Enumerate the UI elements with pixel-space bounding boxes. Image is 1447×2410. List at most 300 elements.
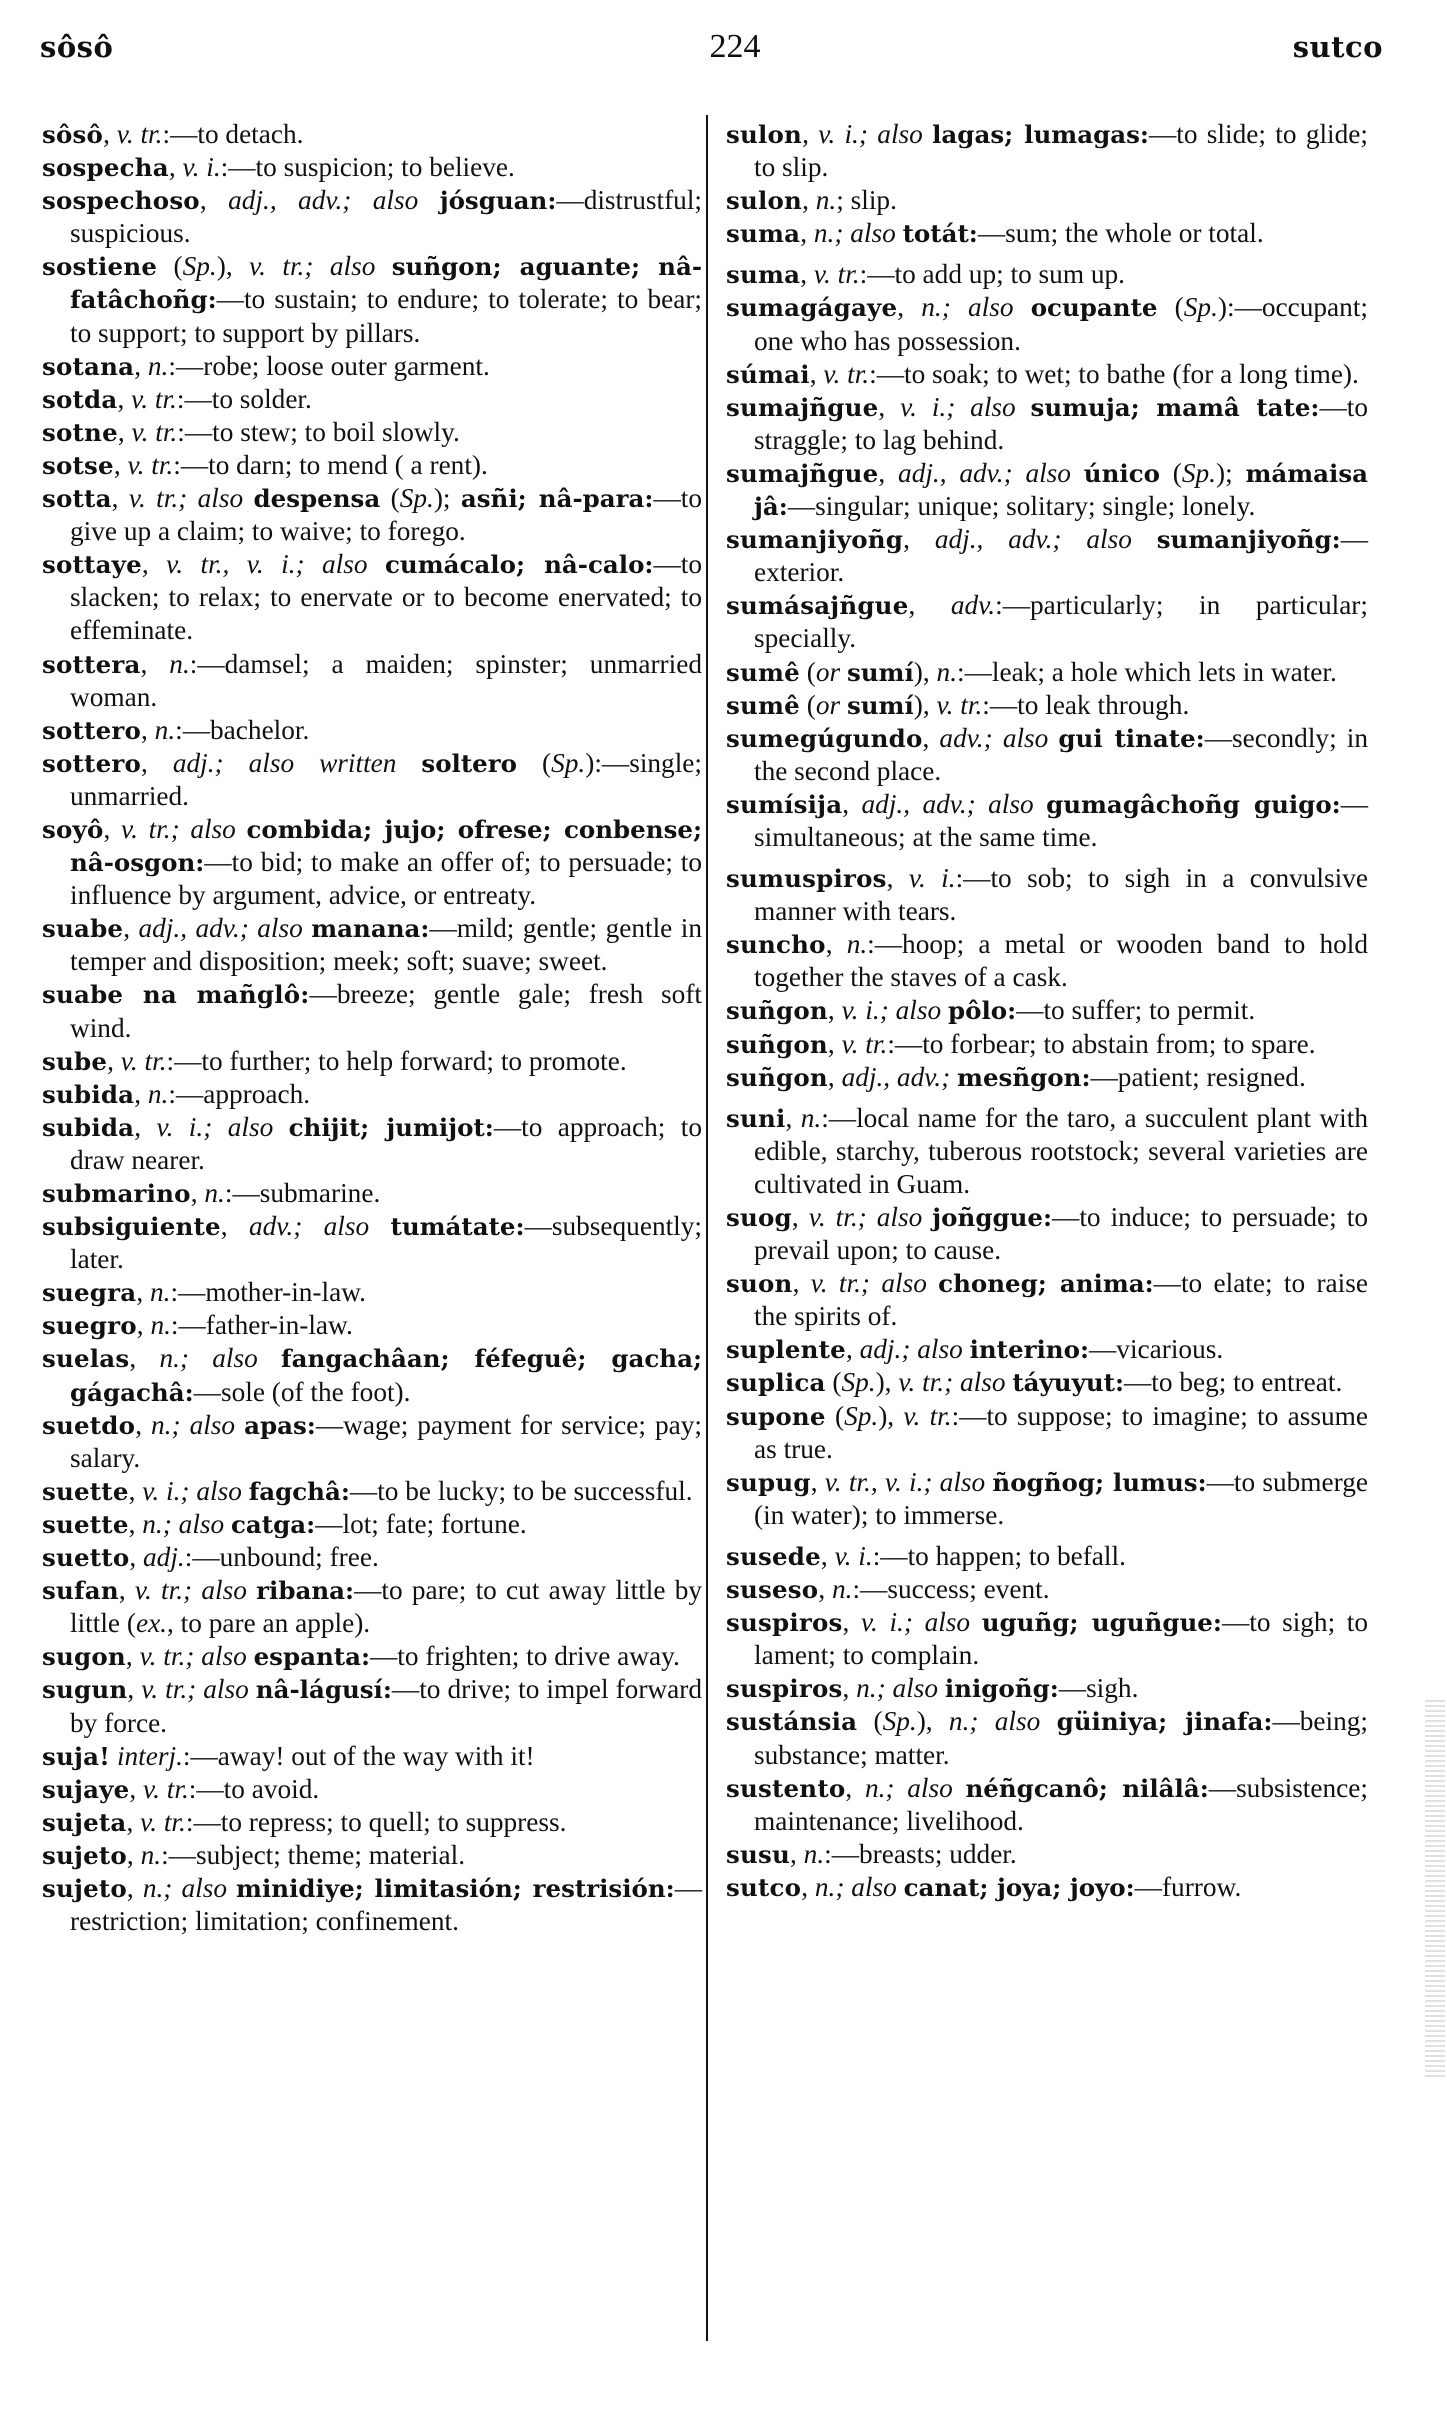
dictionary-entry [42,350,702,383]
definition-text: ):—occupant; one who has possession. [754,292,1368,356]
definition-text: , [827,1028,842,1059]
grammar-label: v. tr.; also [121,813,236,844]
definition-text: ), [878,1400,904,1431]
dictionary-entry [42,1839,702,1872]
headword: submarino [42,1179,191,1208]
dictionary-entry [42,383,702,416]
synonym: inigoñg: [944,1674,1059,1704]
left-column [42,118,702,1938]
dictionary-entry [42,1673,702,1739]
dictionary-entry [726,788,1368,854]
grammar-label: v. tr. [841,1028,888,1059]
definition-text: , [129,1542,144,1573]
headword: suelas [42,1344,130,1374]
definition-text [368,549,385,579]
definition-text: :—to happen; to befall. [872,1540,1126,1571]
definition-text: —sole (of the foot). [193,1376,411,1407]
definition-text: :—bachelor. [175,714,310,745]
grammar-label: n.; also [159,1343,258,1374]
definition-text: —to submerge (in water); to immerse. [754,1466,1368,1530]
headword: sostiene [42,252,158,282]
dictionary-entry [42,1409,702,1475]
headword: suetto [42,1543,130,1573]
definition-text: :—to add up; to sum up. [859,259,1126,290]
synonym: sumí [846,690,914,720]
synonym: mámaisa jâ: [754,458,1369,522]
definition-text: —exterior. [754,524,1368,588]
headword: sujeto [42,1873,127,1903]
headword: supone [726,1401,826,1431]
definition-text: —subsequently; later. [70,1211,702,1275]
dictionary-entry [726,118,1368,184]
column-divider [706,115,708,2341]
dictionary-entry [726,689,1368,722]
definition-text: , [199,185,229,216]
definition-text: :—to suspicion; to believe. [220,152,515,183]
definition-text [224,1509,231,1539]
definition-text [235,1410,244,1440]
grammar-label: v. i.; also [841,995,942,1026]
definition-text: ; slip. [836,185,897,216]
synonym: chijit; jumijot: [288,1112,494,1142]
definition-text: —simultaneous; at the same time. [754,788,1368,852]
definition-text: —subsistence; maintenance; livelihood. [754,1772,1368,1836]
definition-text: , [103,119,117,149]
definition-text: ), [913,656,937,687]
dictionary-entry [42,1872,702,1938]
grammar-label: v. tr.; also [128,483,244,514]
grammar-label: Sp. [182,251,217,282]
definition-text: :—to solder. [176,383,312,414]
grammar-label: v. tr. [116,119,163,149]
headword: suette [42,1509,129,1539]
synonym: soltero [421,748,518,778]
dictionary-entry [726,391,1368,457]
synonym: interino: [969,1335,1089,1365]
dictionary-entry [726,994,1368,1027]
dictionary-entry [42,548,702,647]
grammar-label: v. tr.; also [810,1268,927,1299]
headword: sotda [42,384,118,414]
definition-text: :—to suppose; to imagine; to assume as true. [754,1400,1368,1464]
headword: súmai [726,359,810,389]
synonym: fagchâ: [248,1476,350,1506]
definition-text: :—away! out of the way with it! [182,1740,535,1771]
grammar-label: Sp. [844,1400,879,1431]
synonym: minidiye; limitasión; restrisión: [236,1873,675,1903]
grammar-label: v. i. [182,152,221,183]
dictionary-entry [42,1541,702,1574]
headword: sumagágaye [726,293,898,323]
grammar-label: n.; also [921,292,1014,323]
synonym: totát: [902,219,978,249]
definition-text [1014,292,1031,322]
grammar-label: v. i.; also [860,1607,971,1638]
definition-text: , [800,218,814,249]
dictionary-entry [42,1640,702,1673]
definition-text: —to elate; to raise the spirits of. [754,1268,1368,1332]
grammar-label: n. [936,656,958,687]
headword: suspiros [726,1608,843,1638]
grammar-label: n. [149,1277,171,1308]
dictionary-entry [42,714,702,747]
headword: sujeto [42,1840,127,1870]
headword: suspiros [726,1674,843,1704]
definition-text: , [842,1673,857,1704]
dictionary-entry [726,1772,1368,1838]
dictionary-entry [42,1574,702,1640]
definition-text: , [842,1607,861,1638]
definition-text: ); [433,483,461,514]
synonym: fangachâan; féfeguê; gacha; gágachâ: [70,1344,702,1407]
definition-text [941,995,948,1025]
dictionary-entry [42,1045,702,1078]
dictionary-entry [726,1028,1368,1061]
dictionary-entry [42,118,702,151]
definition-text: ), [913,689,937,720]
headword: sulon [726,120,803,149]
grammar-label: n. [150,1310,171,1341]
entry-spacer [726,1532,1368,1540]
dictionary-entry [726,1606,1368,1672]
grammar-label: v. i. [908,863,956,894]
grammar-label: v. tr.; also [139,1641,247,1672]
definition-text: :—submarine. [224,1178,381,1208]
headword: subida [42,1112,135,1142]
definition-text [1034,789,1046,819]
grammar-label: adj. [143,1542,185,1573]
grammar-label: v. tr. [131,383,177,414]
grammar-label: adj., adv.; also [228,185,419,216]
dictionary-entry [42,1740,702,1773]
definition-text: , [809,358,824,389]
grammar-label: Sp. [1181,457,1216,488]
definition-text [1071,458,1084,488]
definition-text: , [801,1871,815,1902]
definition-text: :—father-in-law. [170,1310,353,1341]
definition-text: , [117,416,132,447]
definition-text: , [129,1343,160,1374]
grammar-label: v. tr.; also [898,1367,1006,1398]
headword: soyô [42,814,104,844]
dictionary-entry [42,1276,702,1309]
grammar-label: n. [204,1178,225,1208]
dictionary-entry [42,1078,702,1111]
headword: suon [726,1269,793,1299]
synonym: güiniya; jinafa: [1056,1707,1273,1737]
definition-text: —wage; payment for service; pay; salary. [70,1409,702,1473]
definition-text: :—mother-in-law. [170,1277,366,1308]
grammar-label: or [815,689,841,720]
definition-text: —to beg; to entreat. [1124,1367,1343,1398]
dictionary-entry [726,1540,1368,1573]
definition-text: , [790,1838,804,1869]
definition-text: , [127,1674,142,1705]
headword: suegra [42,1278,137,1308]
synonym: jósguan: [439,186,557,216]
dictionary-entry [726,258,1368,291]
grammar-label: n.; also [856,1673,939,1704]
definition-text: ( [380,483,400,514]
headword: sotta [42,484,112,514]
dictionary-entry [42,250,702,349]
definition-text: , [791,1202,809,1232]
dictionary-entry [726,291,1368,357]
definition-text [236,814,247,844]
synonym: mesñgon: [957,1062,1091,1092]
headword: suma [726,260,801,290]
headword: sujeta [42,1807,127,1837]
dictionary-entry [726,1838,1368,1871]
definition-text: , [129,1773,144,1804]
definition-text [273,1112,288,1142]
headword: sumegúgundo [726,723,923,753]
definition-text: , [113,449,128,480]
dictionary-entry [726,1267,1368,1333]
definition-text: , [825,929,847,960]
dictionary-entry [726,1201,1368,1267]
running-head [40,26,1383,76]
headword: sujaye [42,1774,130,1804]
definition-text: , [134,1111,157,1142]
headword: sube [42,1046,108,1076]
definition-text: :—success; event. [852,1574,1050,1605]
dictionary-entry [726,1102,1368,1201]
synonym: gui tinate: [1058,723,1205,753]
grammar-label: v. i.; also [818,119,923,149]
headword: suncho [726,930,826,960]
definition-text: —sigh. [1058,1673,1139,1704]
definition-text: , [792,1268,811,1299]
synonym: lagas; lumagas: [932,120,1149,149]
grammar-label: ex. [135,1608,168,1639]
synonym: sumí [846,657,914,687]
dictionary-entry [42,1210,702,1276]
headword: sumê [726,657,800,687]
definition-text: :—leak; a hole which lets in water. [957,656,1337,687]
grammar-label: v. tr. [120,1045,167,1076]
definition-text: , [827,995,842,1026]
dictionary-entry [42,151,702,184]
definition-text: , [922,722,940,753]
definition-text [243,483,253,513]
grammar-label: adj., adv.; [841,1061,951,1092]
definition-text: ):—single; unmarried. [70,747,702,811]
definition-text: —lot; fate; fortune. [315,1508,527,1539]
definition-text: , [103,813,121,844]
definition-text [396,748,421,778]
definition-text: :—particularly; in particular; specially. [754,590,1368,654]
headword: sumísija [726,789,843,819]
dictionary-entry [726,217,1368,250]
synonym: único [1083,458,1160,488]
definition-text: —vicarious. [1089,1334,1224,1365]
definition-text: , [141,747,173,778]
grammar-label: v. tr., v. i.; also [824,1466,986,1497]
headword: sugon [42,1642,126,1672]
definition-text: ( [857,1706,883,1737]
grammar-label: n.; also [142,1508,225,1539]
grammar-label: v. i.; also [900,391,1016,422]
definition-text: ); [1215,457,1246,488]
definition-text: :—to forbear; to abstain from; to spare. [887,1028,1316,1059]
definition-text: , [126,1839,141,1870]
definition-text: , [123,913,139,944]
definition-text: , [125,1641,140,1672]
definition-text: :—to avoid. [188,1773,320,1804]
grammar-label: n.; also [151,1409,236,1440]
grammar-label: n.; also [813,218,896,249]
entry-spacer [726,854,1368,862]
definition-text: , [128,1508,143,1539]
left-guide-word: sôsô [40,30,114,64]
grammar-label: v. tr.; also [134,1575,247,1606]
grammar-label: n. [140,1839,162,1870]
grammar-label: v. tr. [143,1773,189,1804]
dictionary-entry [726,1061,1368,1094]
definition-text: ( [799,689,816,720]
definition-text: :—to repress; to quell; to suppress. [185,1806,567,1837]
definition-text: :—to soak; to wet; to bathe (for a long time). [869,358,1359,389]
definition-text: —distrustful; suspicious. [70,185,702,249]
definition-text: , [118,1575,135,1606]
headword: suplente [726,1335,846,1365]
definition-text: :—to sob; to sigh in a convulsive manner with tears. [754,863,1368,927]
dictionary-entry [726,1672,1368,1705]
headword: sumajñgue [726,458,879,488]
definition-text: —to pare; to cut away little by little ( [70,1575,702,1639]
definition-text [242,1476,249,1506]
grammar-label: adv.; also [248,1211,370,1242]
dictionary-entry [42,1111,702,1177]
dictionary-entry [726,1871,1368,1904]
headword: sumuspiros [726,864,887,894]
grammar-label: n. [169,648,190,679]
dictionary-entry [42,482,702,548]
headword: suette [42,1476,129,1506]
synonym: joñggue: [932,1203,1053,1232]
definition-text: , [168,152,183,183]
definition-text: , [107,1045,121,1076]
grammar-label: v. tr. [127,449,174,480]
synonym: canat; joya; joyo: [903,1872,1135,1902]
definition-text: , [820,1540,835,1571]
definition-text: —to sustain; to endure; to tolerate; to bear; to support; to support by pillars. [70,284,702,348]
headword: sotana [42,351,135,381]
dictionary-entry [726,656,1368,689]
definition-text: :—to stew; to boil slowly. [177,416,460,447]
definition-text: ), [216,251,250,282]
headword: sôsô [42,120,104,149]
dictionary-entry [726,1333,1368,1366]
page-edge-smudge [1425,1700,1445,2080]
definition-text: , [908,590,951,621]
definition-text: ( [1157,292,1184,323]
definition-text: , [810,1466,825,1497]
dictionary-entry [726,1466,1368,1532]
definition-text: ( [157,251,183,282]
headword: suseso [726,1575,819,1605]
dictionary-entry [42,978,702,1044]
definition-text: , [136,1277,150,1308]
definition-text [970,1607,982,1637]
definition-text: , [136,1310,151,1341]
dictionary-entry [42,416,702,449]
headword: suñgon [726,1029,828,1059]
definition-text [953,1773,966,1803]
grammar-label: v. tr. [813,259,860,290]
definition-text [247,1641,254,1671]
headword: sugun [42,1675,128,1705]
synonym: choneg; anima: [938,1269,1154,1299]
definition-text: , [842,788,862,819]
grammar-label: n. [815,185,837,216]
grammar-label: Sp. [882,1706,917,1737]
definition-text [369,1211,390,1241]
synonym: suñgon; aguante; nâ-fatâchoñg: [70,252,702,315]
definition-text: :—to leak through. [982,689,1190,720]
definition-text: , [802,119,819,149]
definition-text: , [845,1334,860,1365]
synonym: catga: [231,1509,316,1539]
definition-text [249,1674,256,1704]
definition-text: —breeze; gentle gale; fresh soft wind. [70,979,702,1043]
synonym: ocupante [1030,293,1158,323]
definition-text: :—local name for the taro, a succulent plant with edible, starchy, tuberous rootstock; several varieties are cultivated in Guam. [754,1102,1368,1199]
definition-text: , [785,1102,801,1133]
dictionary-entry [726,928,1368,994]
headword: sospecha [42,153,169,183]
definition-text: , [903,524,935,555]
grammar-label: v. tr. [903,1400,952,1431]
entry-spacer [726,1094,1368,1102]
definition-text: , [141,549,167,580]
grammar-label: n.; also [948,1706,1041,1737]
synonym: ñogñog; lumus: [992,1467,1207,1497]
definition-text: —singular; unique; solitary; single; lonely. [787,491,1256,522]
dictionary-entry [42,1309,702,1342]
synonym: despensa [253,484,381,514]
definition-text: , [878,391,901,422]
definition-text: , [140,648,170,679]
definition-text: :—unbound; free. [184,1542,379,1573]
definition-text [247,1575,256,1605]
headword: subsiguiente [42,1212,221,1242]
definition-text: , [126,1806,141,1837]
definition-text: :—to darn; to mend ( a rent). [173,449,488,480]
definition-text: , [111,483,129,514]
definition-text [896,218,903,248]
definition-text: :—damsel; a maiden; spinster; unmarried woman. [70,648,702,712]
headword: sottero [42,715,142,745]
definition-text [840,690,847,720]
headword: sumajñgue [726,392,879,422]
grammar-label: v. tr. [823,358,870,389]
headword: sustento [726,1773,846,1803]
definition-text [375,251,391,281]
grammar-label: adj., adv.; also [898,457,1071,488]
synonym: sumuja; mamâ tate: [1030,392,1320,422]
definition-text: , [128,1475,143,1506]
definition-text [938,1673,945,1703]
headword: supug [726,1467,811,1497]
grammar-label: v. tr. [936,689,983,720]
definition-text: —patient; resigned. [1090,1061,1306,1092]
definition-text: , [190,1178,205,1208]
definition-text [923,119,932,149]
dictionary-entry [42,1773,702,1806]
definition-text: :—breasts; udder. [824,1838,1017,1869]
